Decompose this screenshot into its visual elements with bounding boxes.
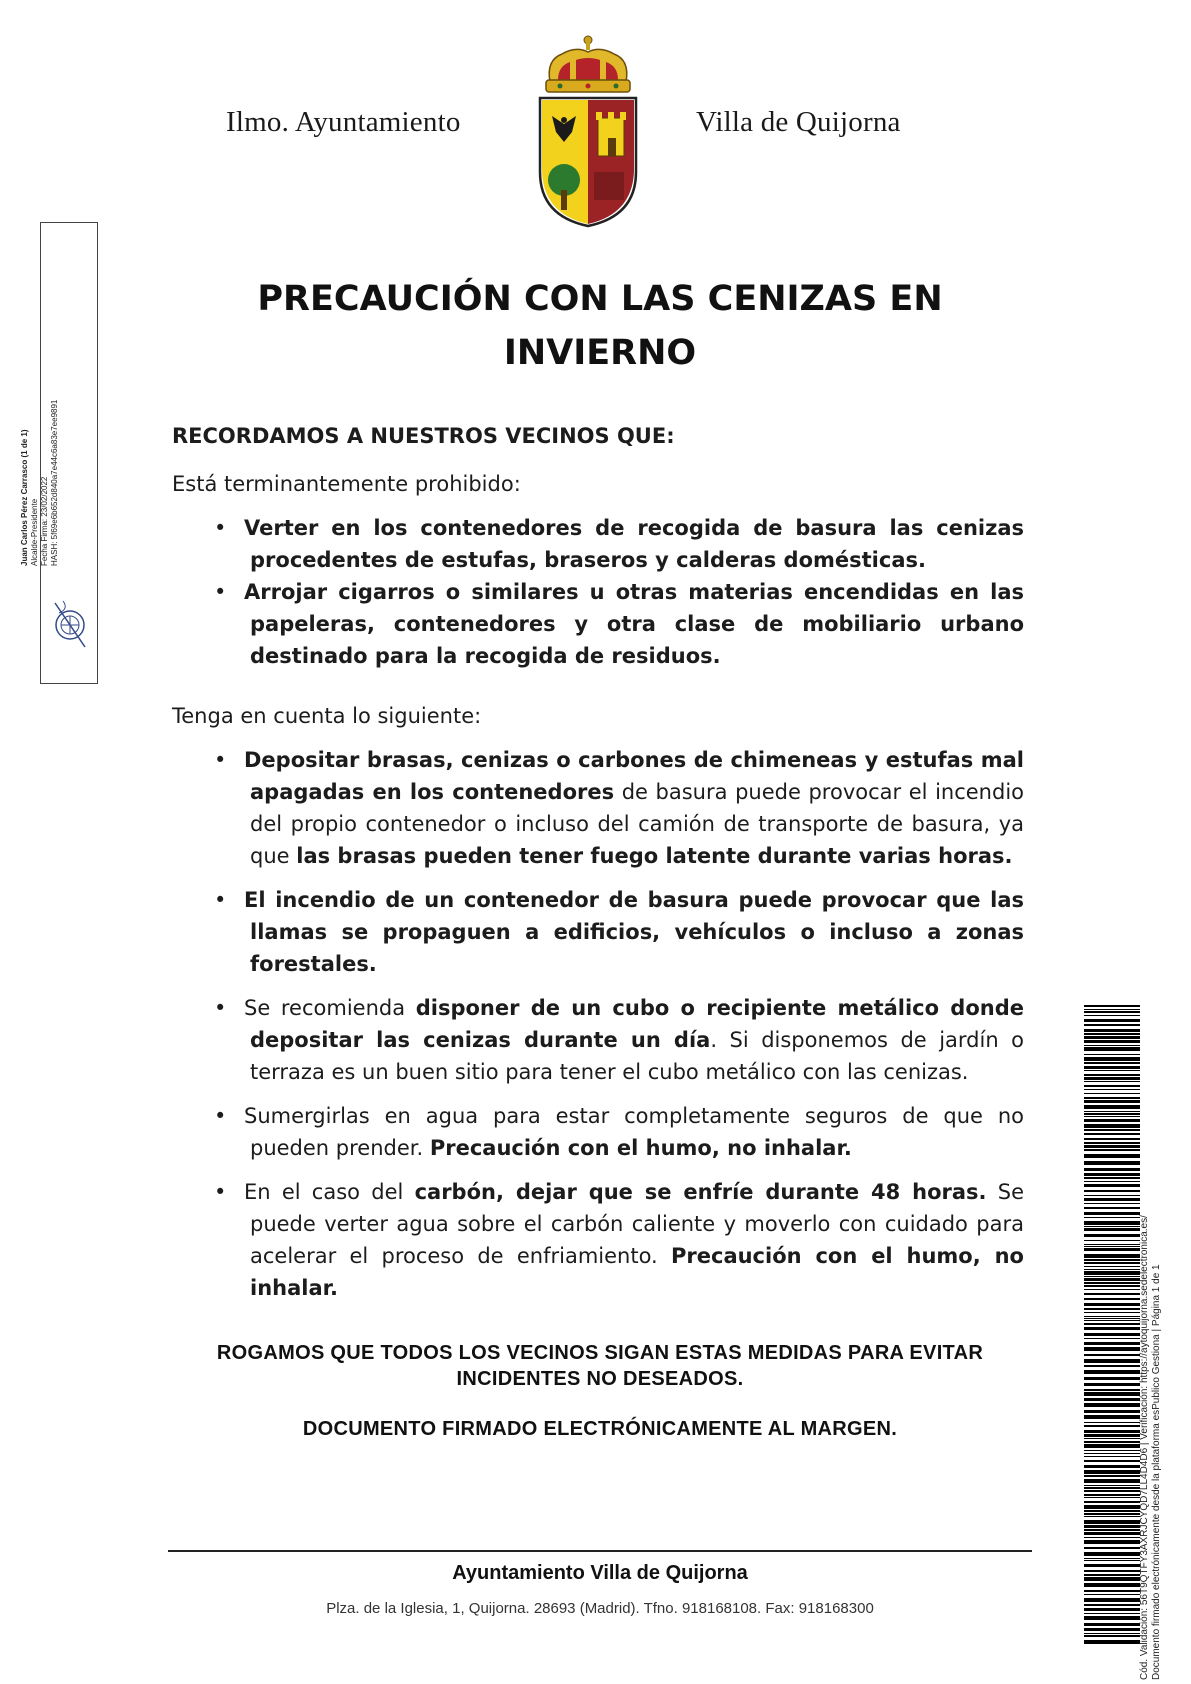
- barcode-bar: [1084, 1190, 1140, 1192]
- barcode-bar: [1084, 1085, 1140, 1087]
- barcode-bar: [1084, 1552, 1140, 1556]
- list-item: [172, 576, 1024, 672]
- barcode-bar: [1084, 1444, 1140, 1448]
- barcode-bar: [1084, 1285, 1140, 1287]
- barcode-bar: [1084, 1303, 1140, 1306]
- list-item-bold: las brasas pueden tener fuego latente durante varias horas.: [296, 844, 1013, 868]
- barcode-bar: [1084, 1234, 1140, 1237]
- barcode-bar: [1084, 1577, 1140, 1581]
- list-item-text: . Si disponemos de jardín o terraza es un buen sitio para tener el cubo metálico con las cenizas.: [250, 1028, 1024, 1084]
- validation-code: Cód. Validación: 56T9QTFY3AXRJCYQD7LL4D4D6 | Verificación: https://aytoquijorna.sedelectronica.es/: [1139, 1215, 1150, 1680]
- barcode-bar: [1084, 1383, 1140, 1386]
- barcode-bar: [1084, 1354, 1140, 1356]
- barcode-bar: [1084, 1513, 1140, 1515]
- barcode-bar: [1084, 1475, 1140, 1477]
- barcode-bar: [1084, 1487, 1140, 1489]
- barcode-bar: [1084, 1320, 1140, 1321]
- footer-divider: [168, 1550, 1032, 1552]
- barcode-bar: [1084, 1015, 1140, 1016]
- list-item-text: Se recomienda: [244, 996, 416, 1020]
- barcode-bar: [1084, 1161, 1140, 1165]
- barcode-bar: [1084, 1217, 1140, 1218]
- barcode-bar: [1084, 1036, 1140, 1039]
- signature-hash: HASH: 5f69e6b652d840a7e44c6a83e7ee9891: [50, 399, 59, 566]
- barcode-bar: [1084, 1142, 1140, 1144]
- barcode-bar: [1084, 1228, 1140, 1231]
- barcode-bar: [1084, 1450, 1140, 1451]
- barcode-bar: [1084, 1529, 1140, 1531]
- barcode-bar: [1084, 1062, 1140, 1064]
- barcode-bar: [1084, 1516, 1140, 1517]
- barcode-bar: [1084, 1097, 1140, 1099]
- barcode-bar: [1084, 1453, 1140, 1454]
- barcode-bar: [1084, 1282, 1140, 1284]
- barcode-bar: [1084, 1124, 1140, 1128]
- barcode-bar: [1084, 1198, 1140, 1201]
- barcode-bar: [1084, 1066, 1140, 1069]
- barcode-bar: [1084, 1113, 1140, 1115]
- barcode-bar: [1084, 1093, 1140, 1094]
- barcode-bar: [1084, 1168, 1140, 1171]
- barcode-bar: [1084, 1323, 1140, 1325]
- list-item-bold: disponer de un cubo o recipiente metálico donde depositar las cenizas durante un día: [250, 996, 1024, 1052]
- barcode-bar: [1084, 1460, 1140, 1462]
- barcode-bar: [1084, 1441, 1140, 1443]
- barcode-bar: [1084, 1613, 1140, 1614]
- barcode-bar: [1084, 1430, 1140, 1433]
- barcode-bar: [1084, 1415, 1140, 1419]
- barcode-bar: [1084, 1312, 1140, 1313]
- barcode-bar: [1084, 1365, 1140, 1367]
- closing-request: ROGAMOS QUE TODOS LOS VECINOS SIGAN ESTAS MEDIDAS PARA EVITAR INCIDENTES NO DESEADOS.: [216, 1342, 984, 1390]
- list-item: [172, 992, 1024, 1088]
- barcode-bar: [1084, 1207, 1140, 1209]
- barcode-bar: [1084, 1494, 1140, 1496]
- barcode-bar: [1084, 1266, 1140, 1267]
- barcode-bar: [1084, 1173, 1140, 1176]
- barcode-bar: [1084, 1240, 1140, 1241]
- list-item: [172, 1100, 1024, 1164]
- barcode-bar: [1084, 1077, 1140, 1080]
- barcode-bar: [1084, 1145, 1140, 1148]
- barcode-bar: [1084, 1262, 1140, 1264]
- barcode-bar: [1084, 1195, 1140, 1196]
- barcode-bar: [1084, 1181, 1140, 1182]
- barcode-bar: [1084, 1248, 1140, 1251]
- barcode-bar: [1084, 1081, 1140, 1082]
- barcode-bar: [1084, 1389, 1140, 1391]
- barcode-bar: [1084, 1089, 1140, 1090]
- barcode-bar: [1084, 1594, 1140, 1595]
- barcode-bar: [1084, 1116, 1140, 1117]
- barcode-bar: [1084, 1403, 1140, 1407]
- list-item: [172, 512, 1024, 576]
- section-subheading: RECORDAMOS A NUESTROS VECINOS QUE:: [172, 424, 675, 448]
- barcode-bar: [1084, 1505, 1140, 1509]
- barcode-bar: [1084, 1347, 1140, 1351]
- barcode-bar: [1084, 1359, 1140, 1363]
- list-item-text: Sumergirlas en agua para estar completamente seguros de que no pueden prender.: [244, 1104, 1024, 1160]
- barcode-bar: [1084, 1057, 1140, 1061]
- barcode-bar: [1084, 1070, 1140, 1071]
- barcode-bar: [1084, 1485, 1140, 1486]
- barcode-bar: [1084, 1040, 1140, 1043]
- coat-of-arms-icon: [536, 32, 640, 228]
- barcode-bar: [1084, 1434, 1140, 1437]
- barcode-bar: [1084, 1033, 1140, 1035]
- barcode-bar: [1084, 1635, 1140, 1637]
- barcode-bar: [1084, 1327, 1140, 1330]
- barcode-bar: [1084, 1045, 1140, 1046]
- barcode-bar: [1084, 1289, 1140, 1290]
- barcode-bar: [1084, 1628, 1140, 1631]
- barcode-bar: [1084, 1119, 1140, 1122]
- barcode-bar: [1084, 1616, 1140, 1620]
- barcode-bar: [1084, 1105, 1140, 1109]
- barcode-bar: [1084, 1212, 1140, 1215]
- closing-signature-note: DOCUMENTO FIRMADO ELECTRÓNICAMENTE AL MARGEN.: [302, 1418, 898, 1440]
- barcode-bar: [1084, 1054, 1140, 1055]
- barcode-bar: [1084, 1398, 1140, 1401]
- validation-platform: Documento firmado electrónicamente desde la plataforma esPublico Gestiona | Página 1 de 1: [1151, 1264, 1162, 1680]
- header-municipality: Villa de Quijorna: [696, 106, 901, 138]
- barcode-bar: [1084, 1149, 1140, 1151]
- list-item-bold: El incendio de un contenedor de basura puede provocar que las llamas se propaguen a edificios, vehículos o incluso a zonas forestales.: [244, 888, 1024, 976]
- barcode-bar: [1084, 1608, 1140, 1611]
- barcode-bar: [1084, 1138, 1140, 1140]
- signer-name: Juan Carlos Pérez Carrasco (1 de 1): [20, 429, 29, 566]
- signature-date: Fecha Firma: 23/02/2022: [40, 476, 49, 566]
- barcode-bar: [1084, 1005, 1140, 1007]
- barcode-bar: [1084, 1184, 1140, 1187]
- barcode-bar: [1084, 1316, 1140, 1317]
- barcode-bar: [1084, 1425, 1140, 1427]
- barcode-bar: [1084, 1560, 1140, 1561]
- signature-seal-icon: [49, 595, 91, 655]
- barcode-bar: [1084, 1590, 1140, 1592]
- barcode-bar: [1084, 1497, 1140, 1498]
- barcode-bar: [1084, 1271, 1140, 1275]
- shield-icon: [540, 98, 636, 226]
- barcode-bar: [1084, 1298, 1140, 1300]
- advice-intro: Tenga en cuenta lo siguiente:: [172, 704, 482, 728]
- barcode-bar: [1084, 1547, 1140, 1549]
- barcode-bar: [1084, 1318, 1140, 1319]
- crown-icon: [546, 36, 630, 92]
- barcode-bar: [1084, 1278, 1140, 1281]
- barcode-bar: [1084, 1574, 1140, 1576]
- title-line-2: INVIERNO: [503, 333, 697, 373]
- barcode-bar: [1084, 1604, 1140, 1606]
- barcode-bar: [1084, 1537, 1140, 1538]
- list-item-text: En el caso del: [244, 1180, 415, 1204]
- signature-stamp: [20, 222, 98, 684]
- barcode-bar: [1084, 1259, 1140, 1261]
- barcode-bar: [1084, 1532, 1140, 1535]
- barcode-bar: [1084, 1024, 1140, 1026]
- footer-address: Plza. de la Iglesia, 1, Quijorna. 28693 (Madrid). Tfno. 918168108. Fax: 918168300: [326, 1600, 874, 1617]
- barcode-bar: [1084, 1254, 1140, 1258]
- barcode-bar: [1084, 1465, 1140, 1468]
- barcode-bar: [1084, 1438, 1140, 1439]
- list-item-bold: Verter en los contenedores de recogida de basura las cenizas procedentes de estufas, braseros y calderas domésticas.: [244, 516, 1024, 572]
- prohibited-intro: Está terminantemente prohibido:: [172, 472, 521, 496]
- barcode-bar: [1084, 1490, 1140, 1492]
- barcode-bar: [1084, 1570, 1140, 1572]
- barcode-bar: [1084, 1583, 1140, 1587]
- list-item-bold: Arrojar cigarros o similares u otras materias encendidas en las papeleras, contenedores y otra clase de mobiliario urbano destinado para la recogida de residuos.: [244, 580, 1024, 668]
- list-item: [172, 744, 1024, 872]
- document-body: [172, 420, 1024, 1316]
- barcode-bar: [1084, 1640, 1140, 1644]
- barcode-bar: [1084, 1510, 1140, 1512]
- barcode-bar: [1084, 1342, 1140, 1345]
- barcode-bar: [1084, 1111, 1140, 1112]
- barcode-bar: [1084, 1410, 1140, 1413]
- barcode-bar: [1084, 1269, 1140, 1270]
- title-line-1: PRECAUCIÓN CON LAS CENIZAS EN: [257, 279, 943, 319]
- barcode-bar: [1084, 1276, 1140, 1277]
- barcode-bar: [1084, 1308, 1140, 1310]
- barcode-bar: [1084, 1456, 1140, 1457]
- barcode-bar: [1084, 1011, 1140, 1013]
- barcode-bar: [1084, 1133, 1140, 1135]
- advice-list: [172, 744, 1024, 1304]
- barcode-bar: [1084, 1244, 1140, 1245]
- barcode-bar: [1084, 1226, 1140, 1227]
- barcode-bar: [1084, 1246, 1140, 1247]
- list-item-bold: Depositar brasas, cenizas o carbones de chimeneas y estufas mal apagadas en los contenedores: [244, 748, 1024, 804]
- list-item-text: de basura puede provocar el incendio del propio contenedor o incluso del camión de transporte de basura, ya que: [250, 780, 1024, 868]
- barcode-bar: [1084, 1009, 1140, 1010]
- barcode-bar: [1084, 1525, 1140, 1528]
- signer-role: Alcalde-Presidente: [30, 498, 39, 566]
- barcode-bar: [1084, 1501, 1140, 1503]
- validation-text: [1139, 1110, 1163, 1680]
- barcode-bar: [1084, 1470, 1140, 1474]
- barcode-bar: [1084, 1074, 1140, 1076]
- barcode-bar: [1084, 1598, 1140, 1602]
- barcode-bar: [1084, 1203, 1140, 1204]
- footer-institution: Ayuntamiento Villa de Quijorna: [452, 1562, 748, 1584]
- prohibited-list: [172, 512, 1024, 672]
- signature-stamp-text: [20, 246, 60, 566]
- barcode-bar: [1084, 1047, 1140, 1051]
- barcode-bar: [1084, 1293, 1140, 1295]
- barcode-bar: [1084, 1019, 1140, 1022]
- barcode-bar: [1084, 1333, 1140, 1336]
- barcode-bar: [1084, 1129, 1140, 1131]
- barcode-bar: [1084, 1338, 1140, 1339]
- list-item-bold: carbón, dejar que se enfríe durante 48 horas.: [414, 1180, 987, 1204]
- barcode-bar: [1084, 1370, 1140, 1374]
- list-item-text: Se puede verter agua sobre el carbón caliente y moverlo con cuidado para acelerar el proceso de enfriamiento.: [250, 1180, 1024, 1268]
- barcode-bar: [1084, 1221, 1140, 1225]
- barcode-bar: [1084, 1392, 1140, 1396]
- header-institution: Ilmo. Ayuntamiento: [226, 106, 461, 138]
- list-item-bold: Precaución con el humo, no inhalar.: [250, 1244, 1024, 1300]
- barcode-icon: [1084, 1005, 1140, 1645]
- barcode-bar: [1084, 1558, 1140, 1559]
- document-title: [160, 272, 1040, 380]
- barcode-bar: [1084, 1029, 1140, 1032]
- list-item: [172, 1176, 1024, 1304]
- list-item-bold: Precaución con el humo, no inhalar.: [429, 1136, 852, 1160]
- list-item: [172, 884, 1024, 980]
- barcode-bar: [1084, 1100, 1140, 1103]
- barcode-bar: [1084, 1177, 1140, 1179]
- barcode-bar: [1084, 1422, 1140, 1423]
- barcode-bar: [1084, 1154, 1140, 1158]
- barcode-bar: [1084, 1623, 1140, 1626]
- barcode-bar: [1084, 1479, 1140, 1483]
- barcode-bar: [1084, 1377, 1140, 1380]
- barcode-bar: [1084, 1540, 1140, 1544]
- barcode-bar: [1084, 1633, 1140, 1634]
- barcode-bar: [1084, 1520, 1140, 1524]
- barcode-bar: [1084, 1564, 1140, 1567]
